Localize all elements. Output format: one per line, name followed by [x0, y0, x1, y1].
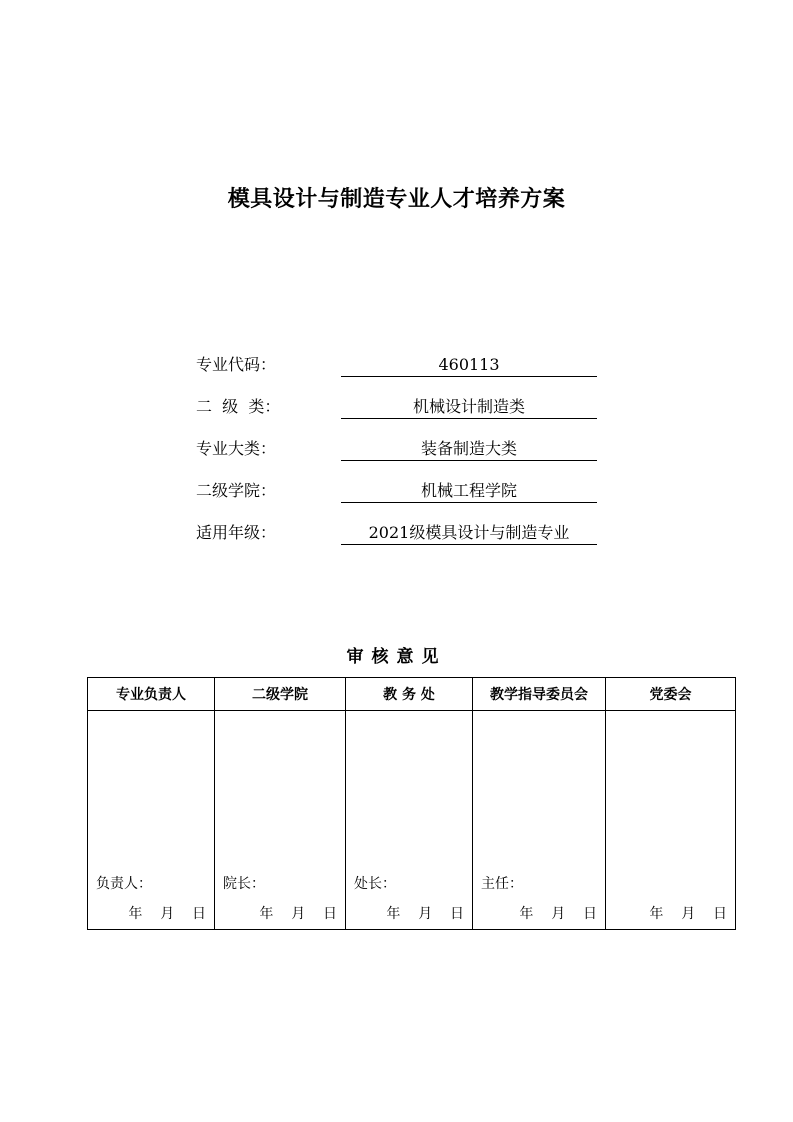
date-line: 年 月 日	[386, 906, 464, 922]
info-label: 适用年级：	[196, 523, 277, 542]
date-line: 年 月 日	[519, 906, 597, 922]
date-line: 年 月 日	[649, 906, 727, 922]
review-header-college: 二级学院	[215, 678, 346, 711]
info-value: 装备制造大类	[341, 438, 597, 461]
signer-label: 院长：	[223, 876, 265, 892]
review-header-party-committee: 党委会	[606, 678, 736, 711]
info-row-applicable-grade	[196, 518, 616, 548]
signer-label: 负责人：	[96, 876, 152, 892]
review-cell-teaching-committee	[473, 711, 606, 930]
review-title: 审核意见	[346, 647, 447, 667]
info-row-major-category	[196, 434, 616, 464]
review-cell-academic-affairs	[346, 711, 473, 930]
document-title: 模具设计与制造专业人才培养方案	[227, 187, 566, 212]
review-header-academic-affairs: 教 务 处	[346, 678, 473, 711]
info-label: 专业大类：	[196, 439, 277, 458]
review-header-row	[88, 678, 736, 711]
date-line: 年 月 日	[259, 906, 337, 922]
review-table	[87, 677, 736, 930]
info-value: 460113	[341, 354, 597, 377]
info-label: 二 级 类：	[196, 397, 281, 416]
info-row-college	[196, 476, 616, 506]
date-line: 年 月 日	[128, 906, 206, 922]
info-value: 机械设计制造类	[341, 396, 597, 419]
review-cell-party-committee	[606, 711, 736, 930]
info-label: 专业代码：	[196, 355, 277, 374]
review-cell-college	[215, 711, 346, 930]
info-value: 2021级模具设计与制造专业	[341, 522, 597, 545]
review-body-row	[88, 711, 736, 930]
signer-label: 处长：	[354, 876, 396, 892]
review-cell-major-leader	[88, 711, 215, 930]
info-row-major-code	[196, 350, 616, 380]
review-header-teaching-committee: 教学指导委员会	[473, 678, 606, 711]
info-row-secondary-class	[196, 392, 616, 422]
info-value: 机械工程学院	[341, 480, 597, 503]
info-label: 二级学院：	[196, 481, 277, 500]
review-header-major-leader: 专业负责人	[88, 678, 215, 711]
signer-label: 主任：	[481, 876, 523, 892]
